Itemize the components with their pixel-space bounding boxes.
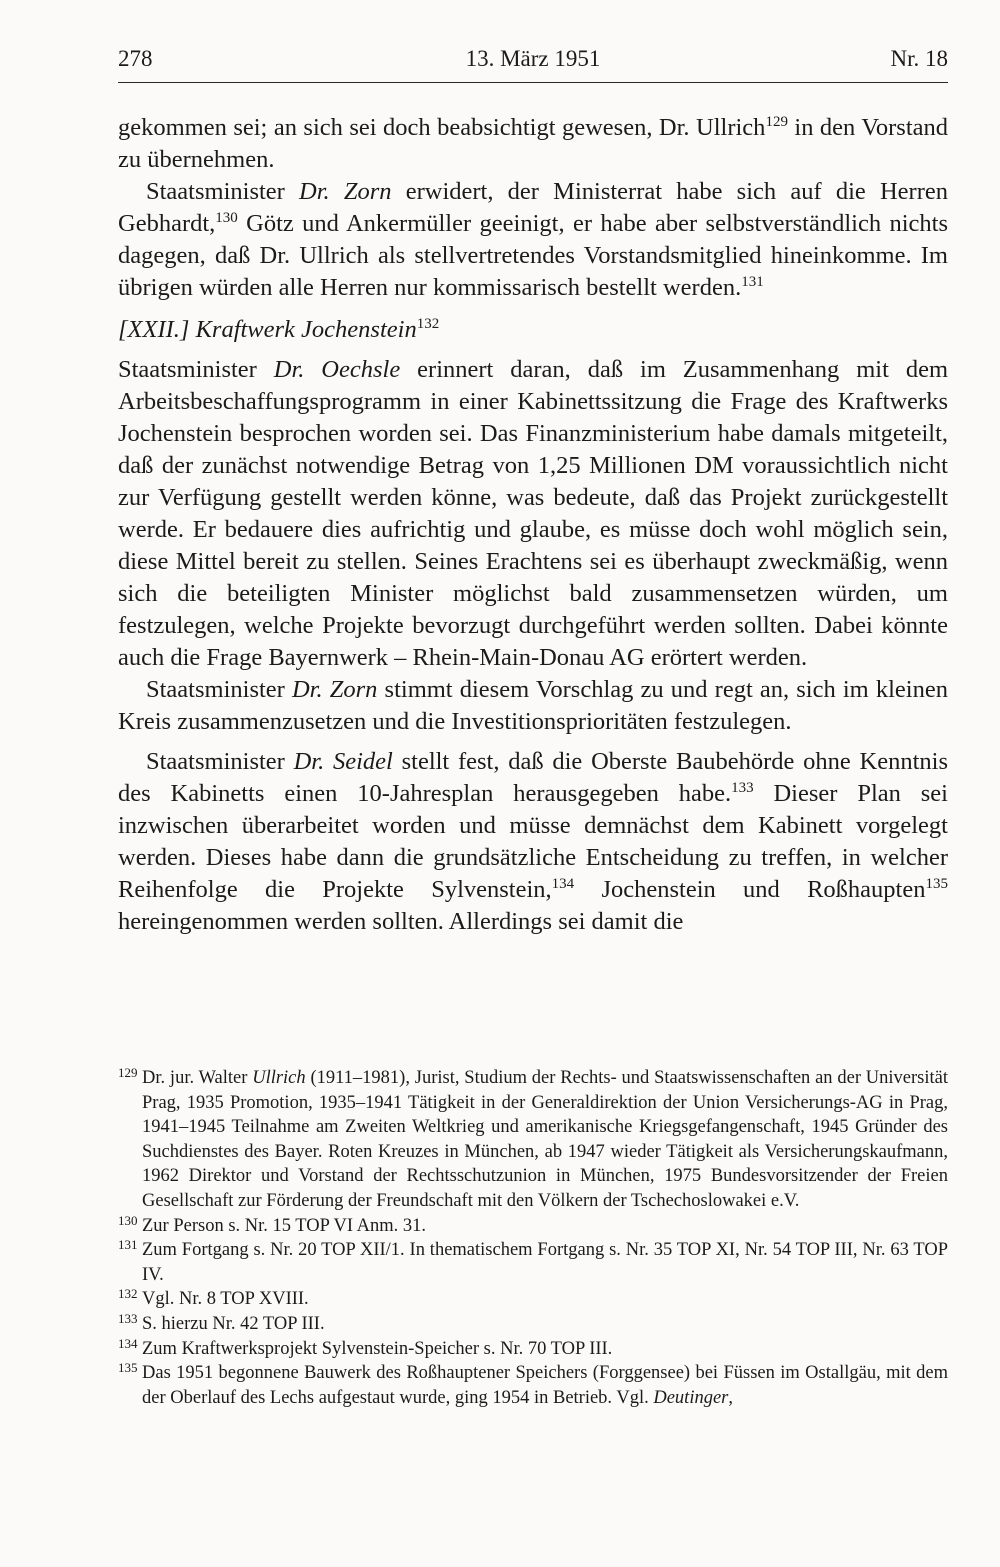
text-run: (1911–1981), Jurist, Studium der Rechts- und Staatswissenschaften an der Universität Prag, 1935 Promotion, 1935–1941 Tätigkeit in der Generaldirektion der Union Versicherungs-AG in Prag, 1941–1945 Teilnahme am Zweiten Weltkrieg und amerikanische Kriegsgefangenschaft, 1945 Gründer des Suchdienstes des Bayer. Roten Kreuzes in München, ab 1947 wieder Tätigkeit als Versicherungskaufmann, 1962 Direktor und Vorstand der Rechtsschutzunion in München, 1975 Bundesvorsitzender der Freien Gesellschaft zur Förderung der Freundschaft mit den Völkern der Tschechoslowakei e.V. <box>142 1068 948 1211</box>
heading-label: [XXII.] Kraftwerk Jochenstein <box>118 316 417 343</box>
header-date: 13. März 1951 <box>465 46 601 71</box>
text-run: hereingenommen werden sollten. Allerdings sei damit die <box>118 908 684 935</box>
main-text <box>118 112 948 938</box>
speaker-name: Dr. Zorn <box>291 676 378 703</box>
footnote-ref[interactable]: 132 <box>416 316 440 332</box>
footnote-number: 131 <box>118 1237 138 1253</box>
running-header <box>118 44 948 83</box>
footnote-131 <box>118 1238 948 1287</box>
speaker-name: Dr. Oechsle <box>273 356 401 383</box>
text-run: gekommen sei; an sich sei doch beabsichtigt gewesen, Dr. Ullrich <box>118 114 766 141</box>
page-number: 278 <box>118 46 153 71</box>
speaker-name: Dr. Seidel <box>293 748 393 775</box>
footnote-ref[interactable]: 133 <box>731 780 754 796</box>
footnote-ref[interactable]: 134 <box>551 876 575 892</box>
footnote-ref[interactable]: 135 <box>925 876 948 892</box>
section-heading <box>118 314 948 346</box>
text-run: Staatsminister <box>118 356 274 383</box>
paragraph <box>118 112 948 176</box>
footnote-ref[interactable]: 131 <box>741 274 764 290</box>
footnote-ref[interactable]: 129 <box>765 114 788 130</box>
paragraph <box>118 746 948 938</box>
footnote-132 <box>118 1287 948 1312</box>
text-run: erwidert, der Ministerrat habe sich auf die Herren Gebhardt, <box>118 178 948 237</box>
footnote-text: Vgl. Nr. 8 TOP XVIII. <box>142 1289 309 1310</box>
text-run: Staatsminister <box>146 178 300 205</box>
footnotes <box>118 1066 948 1410</box>
text-run: erinnert daran, daß im Zusammenhang mit dem Arbeitsbeschaffungsprogramm in einer Kabinettssitzung die Frage des Kraftwerks Jochenstein besprochen worden sei. Das Finanzministerium habe damals mitgeteilt, daß der zunächst notwendige Betrag von 1,25 Millionen DM voraussichtlich nicht zur Verfügung gestellt werden könne, was bedeute, daß das Projekt zurückgestellt werde. Er bedauere dies aufrichtig und glaube, es müsse doch wohl möglich sein, diese Mittel bereit zu stellen. Seines Erachtens sei es überhaupt zweckmäßig, wenn sich die beteiligten Minister möglichst bald zusammensetzen würden, um festzulegen, welche Projekte bevorzugt durchgeführt werden sollten. Dabei könnte auch die Frage Bayernwerk – Rhein-Main-Donau AG erörtert werden. <box>118 356 949 671</box>
paragraph <box>118 176 948 304</box>
footnote-ref[interactable]: 130 <box>215 210 238 226</box>
text-run: Staatsminister <box>146 748 294 775</box>
text-run: Dieser Plan sei inzwischen überarbeitet worden und müsse demnächst dem Kabinett vorgelegt werden. Dieses habe dann die grundsätzliche Entscheidung zu treffen, in welcher Reihenfolge die Projekte Sylvenstein, <box>118 780 948 903</box>
footnote-text: S. hierzu Nr. 42 TOP III. <box>142 1313 325 1334</box>
footnote-135 <box>118 1361 948 1410</box>
footnote-number: 132 <box>118 1286 138 1302</box>
text-run: Dr. jur. Walter <box>142 1068 253 1088</box>
footnote-text: Zur Person s. Nr. 15 TOP VI Anm. 31. <box>142 1215 427 1236</box>
paragraph <box>118 354 948 674</box>
footnote-133 <box>118 1312 948 1337</box>
speaker-name: Dr. Zorn <box>299 178 392 205</box>
footnote-text: Zum Kraftwerksprojekt Sylvenstein-Speicher s. Nr. 70 TOP III. <box>142 1338 613 1359</box>
footnote-number: 134 <box>118 1335 138 1351</box>
footnote-number: 130 <box>118 1212 138 1228</box>
text-run: in den Vorstand zu übernehmen. <box>118 114 948 173</box>
document-number: Nr. 18 <box>890 46 948 71</box>
text-run: Staatsminister <box>146 676 292 703</box>
footnote-130 <box>118 1214 948 1239</box>
text-run: Jochenstein und Roßhaupten <box>574 876 926 903</box>
author-name: Deutinger <box>653 1387 729 1408</box>
text-run: Götz und Ankermüller geeinigt, er habe aber selbstverständlich nichts dagegen, daß Dr. Ullrich als stellvertretendes Vorstandsmitglied hineinkomme. Im übrigen würden alle Herren nur kommissarisch bestellt werden. <box>118 210 948 301</box>
text-run: Das 1951 begonnene Bauwerk des Roßhauptener Speichers (Forggensee) bei Füssen im Ostallgäu, mit dem der Oberlauf des Lechs aufgestaut wurde, ging 1954 in Betrieb. Vgl. <box>142 1363 948 1408</box>
footnote-number: 133 <box>118 1310 138 1326</box>
footnote-text: Zum Fortgang s. Nr. 20 TOP XII/1. In thematischem Fortgang s. Nr. 35 TOP XI, Nr. 54 TOP III, Nr. 63 TOP IV. <box>142 1240 948 1285</box>
footnote-129 <box>118 1066 948 1214</box>
paragraph <box>118 674 948 738</box>
text-run: , <box>728 1387 733 1408</box>
text-run: stellt fest, daß die Oberste Baubehörde ohne Kenntnis des Kabinetts einen 10-Jahresplan herausgegeben habe. <box>118 748 948 807</box>
person-name: Ullrich <box>252 1068 306 1088</box>
footnote-number: 135 <box>118 1360 138 1376</box>
footnote-134 <box>118 1337 948 1362</box>
footnote-number: 129 <box>118 1065 138 1080</box>
text-run: stimmt diesem Vorschlag zu und regt an, sich im kleinen Kreis zusammenzusetzen und die Investitionsprioritäten festzulegen. <box>118 676 948 735</box>
